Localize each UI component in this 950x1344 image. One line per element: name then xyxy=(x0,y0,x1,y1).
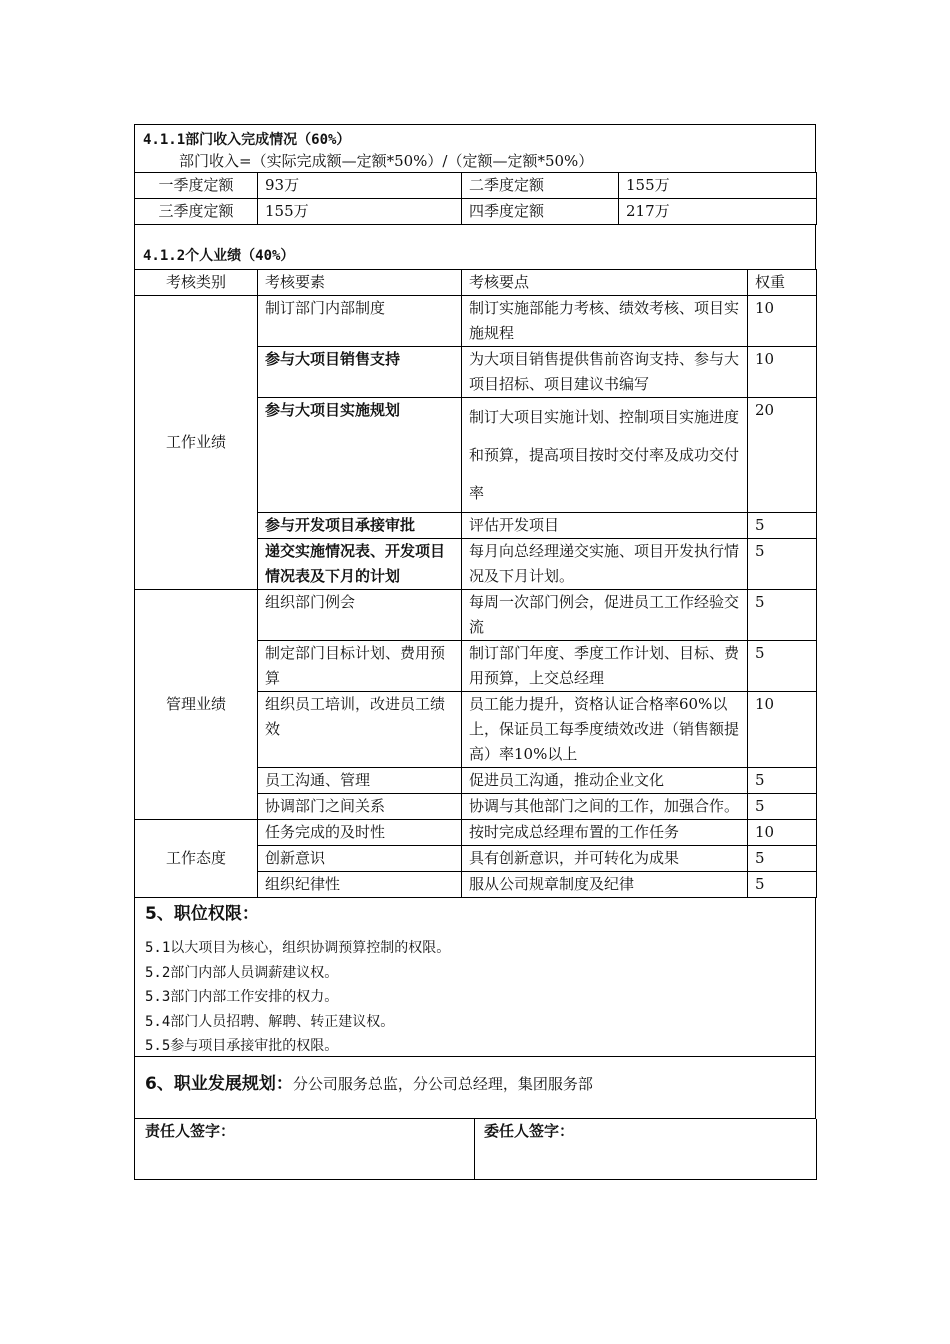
table-row xyxy=(135,296,817,347)
quarter-value: 155万 xyxy=(258,199,462,225)
job-description-page xyxy=(134,124,816,1180)
weight-cell: 20 xyxy=(748,398,817,513)
point-cell: 按时完成总经理布置的工作任务 xyxy=(462,820,748,846)
category-cell: 工作业绩 xyxy=(135,296,258,590)
column-header: 考核要素 xyxy=(258,270,462,296)
point-cell: 每月向总经理递交实施、项目开发执行情况及下月计划。 xyxy=(462,539,748,590)
point-cell: 评估开发项目 xyxy=(462,513,748,539)
weight-cell: 10 xyxy=(748,347,817,398)
element-cell: 创新意识 xyxy=(258,846,462,872)
quarter-value: 217万 xyxy=(619,199,817,225)
authority-item: 5.3部门内部工作安排的权力。 xyxy=(145,989,339,1005)
table-row xyxy=(135,1119,817,1180)
signature-table xyxy=(134,1119,817,1180)
responsible-signature: 责任人签字： xyxy=(135,1119,475,1180)
authority-section xyxy=(134,898,816,1057)
element-cell: 参与大项目实施规划 xyxy=(258,398,462,513)
point-cell: 员工能力提升，资格认证合格率60%以上，保证员工每季度绩效改进（销售额提高）率10%以上 xyxy=(462,692,748,768)
authority-item: 5.2部门内部人员调薪建议权。 xyxy=(145,964,339,981)
point-cell: 制订实施部能力考核、绩效考核、项目实施规程 xyxy=(462,296,748,347)
personal-heading: 4.1.2个人业绩（40%） xyxy=(143,248,295,264)
point-cell: 协调与其他部门之间的工作，加强合作。 xyxy=(462,794,748,820)
quarter-value: 93万 xyxy=(258,173,462,199)
weight-cell: 5 xyxy=(748,872,817,898)
element-cell: 制订部门内部制度 xyxy=(258,296,462,347)
column-header: 考核类别 xyxy=(135,270,258,296)
authority-item: 5.5参与项目承接审批的权限。 xyxy=(145,1038,339,1054)
element-cell: 组织员工培训，改进员工绩效 xyxy=(258,692,462,768)
point-cell: 每周一次部门例会，促进员工工作经验交流 xyxy=(462,590,748,641)
quarter-label: 二季度定额 xyxy=(462,173,619,199)
quarter-quota-table xyxy=(134,172,817,225)
career-heading: 6、职业发展规划： xyxy=(145,1074,293,1094)
weight-cell: 10 xyxy=(748,296,817,347)
income-heading: 4.1.1部门收入完成情况（60%） xyxy=(143,132,351,148)
income-section xyxy=(134,124,816,172)
table-header-row xyxy=(135,270,817,296)
weight-cell: 5 xyxy=(748,539,817,590)
weight-cell: 5 xyxy=(748,590,817,641)
quarter-label: 四季度定额 xyxy=(462,199,619,225)
point-cell: 促进员工沟通，推动企业文化 xyxy=(462,768,748,794)
element-cell: 协调部门之间关系 xyxy=(258,794,462,820)
income-formula: 部门收入=（实际完成额—定额*50%）/（定额—定额*50%） xyxy=(179,152,594,170)
column-header: 考核要点 xyxy=(462,270,748,296)
weight-cell: 10 xyxy=(748,820,817,846)
quarter-label: 三季度定额 xyxy=(135,199,258,225)
point-cell: 为大项目销售提供售前咨询支持、参与大项目招标、项目建议书编写 xyxy=(462,347,748,398)
category-cell: 工作态度 xyxy=(135,820,258,898)
authority-item: 5.4部门人员招聘、解聘、转正建议权。 xyxy=(145,1013,395,1030)
personal-section xyxy=(134,225,816,269)
performance-table xyxy=(134,269,817,898)
category-cell: 管理业绩 xyxy=(135,590,258,820)
weight-cell: 10 xyxy=(748,692,817,768)
table-row xyxy=(135,173,817,199)
element-cell: 参与开发项目承接审批 xyxy=(258,513,462,539)
weight-cell: 5 xyxy=(748,641,817,692)
element-cell: 组织纪律性 xyxy=(258,872,462,898)
column-header: 权重 xyxy=(748,270,817,296)
weight-cell: 5 xyxy=(748,846,817,872)
appointer-signature: 委任人签字： xyxy=(475,1119,817,1180)
quarter-value: 155万 xyxy=(619,173,817,199)
element-cell: 任务完成的及时性 xyxy=(258,820,462,846)
point-cell: 制订大项目实施计划、控制项目实施进度和预算，提高项目按时交付率及成功交付率 xyxy=(462,398,748,513)
point-cell: 服从公司规章制度及纪律 xyxy=(462,872,748,898)
element-cell: 组织部门例会 xyxy=(258,590,462,641)
table-row xyxy=(135,590,817,641)
element-cell: 递交实施情况表、开发项目情况表及下月的计划 xyxy=(258,539,462,590)
point-cell: 具有创新意识，并可转化为成果 xyxy=(462,846,748,872)
authority-heading: 5、职位权限： xyxy=(145,904,259,924)
quarter-label: 一季度定额 xyxy=(135,173,258,199)
career-text: 分公司服务总监，分公司总经理，集团服务部 xyxy=(292,1075,593,1093)
weight-cell: 5 xyxy=(748,513,817,539)
weight-cell: 5 xyxy=(748,794,817,820)
weight-cell: 5 xyxy=(748,768,817,794)
table-row xyxy=(135,820,817,846)
authority-item: 5.1以大项目为核心，组织协调预算控制的权限。 xyxy=(145,940,451,956)
table-row xyxy=(135,199,817,225)
element-cell: 制定部门目标计划、费用预算 xyxy=(258,641,462,692)
career-section xyxy=(134,1057,816,1119)
element-cell: 参与大项目销售支持 xyxy=(258,347,462,398)
element-cell: 员工沟通、管理 xyxy=(258,768,462,794)
point-cell: 制订部门年度、季度工作计划、目标、费用预算，上交总经理 xyxy=(462,641,748,692)
